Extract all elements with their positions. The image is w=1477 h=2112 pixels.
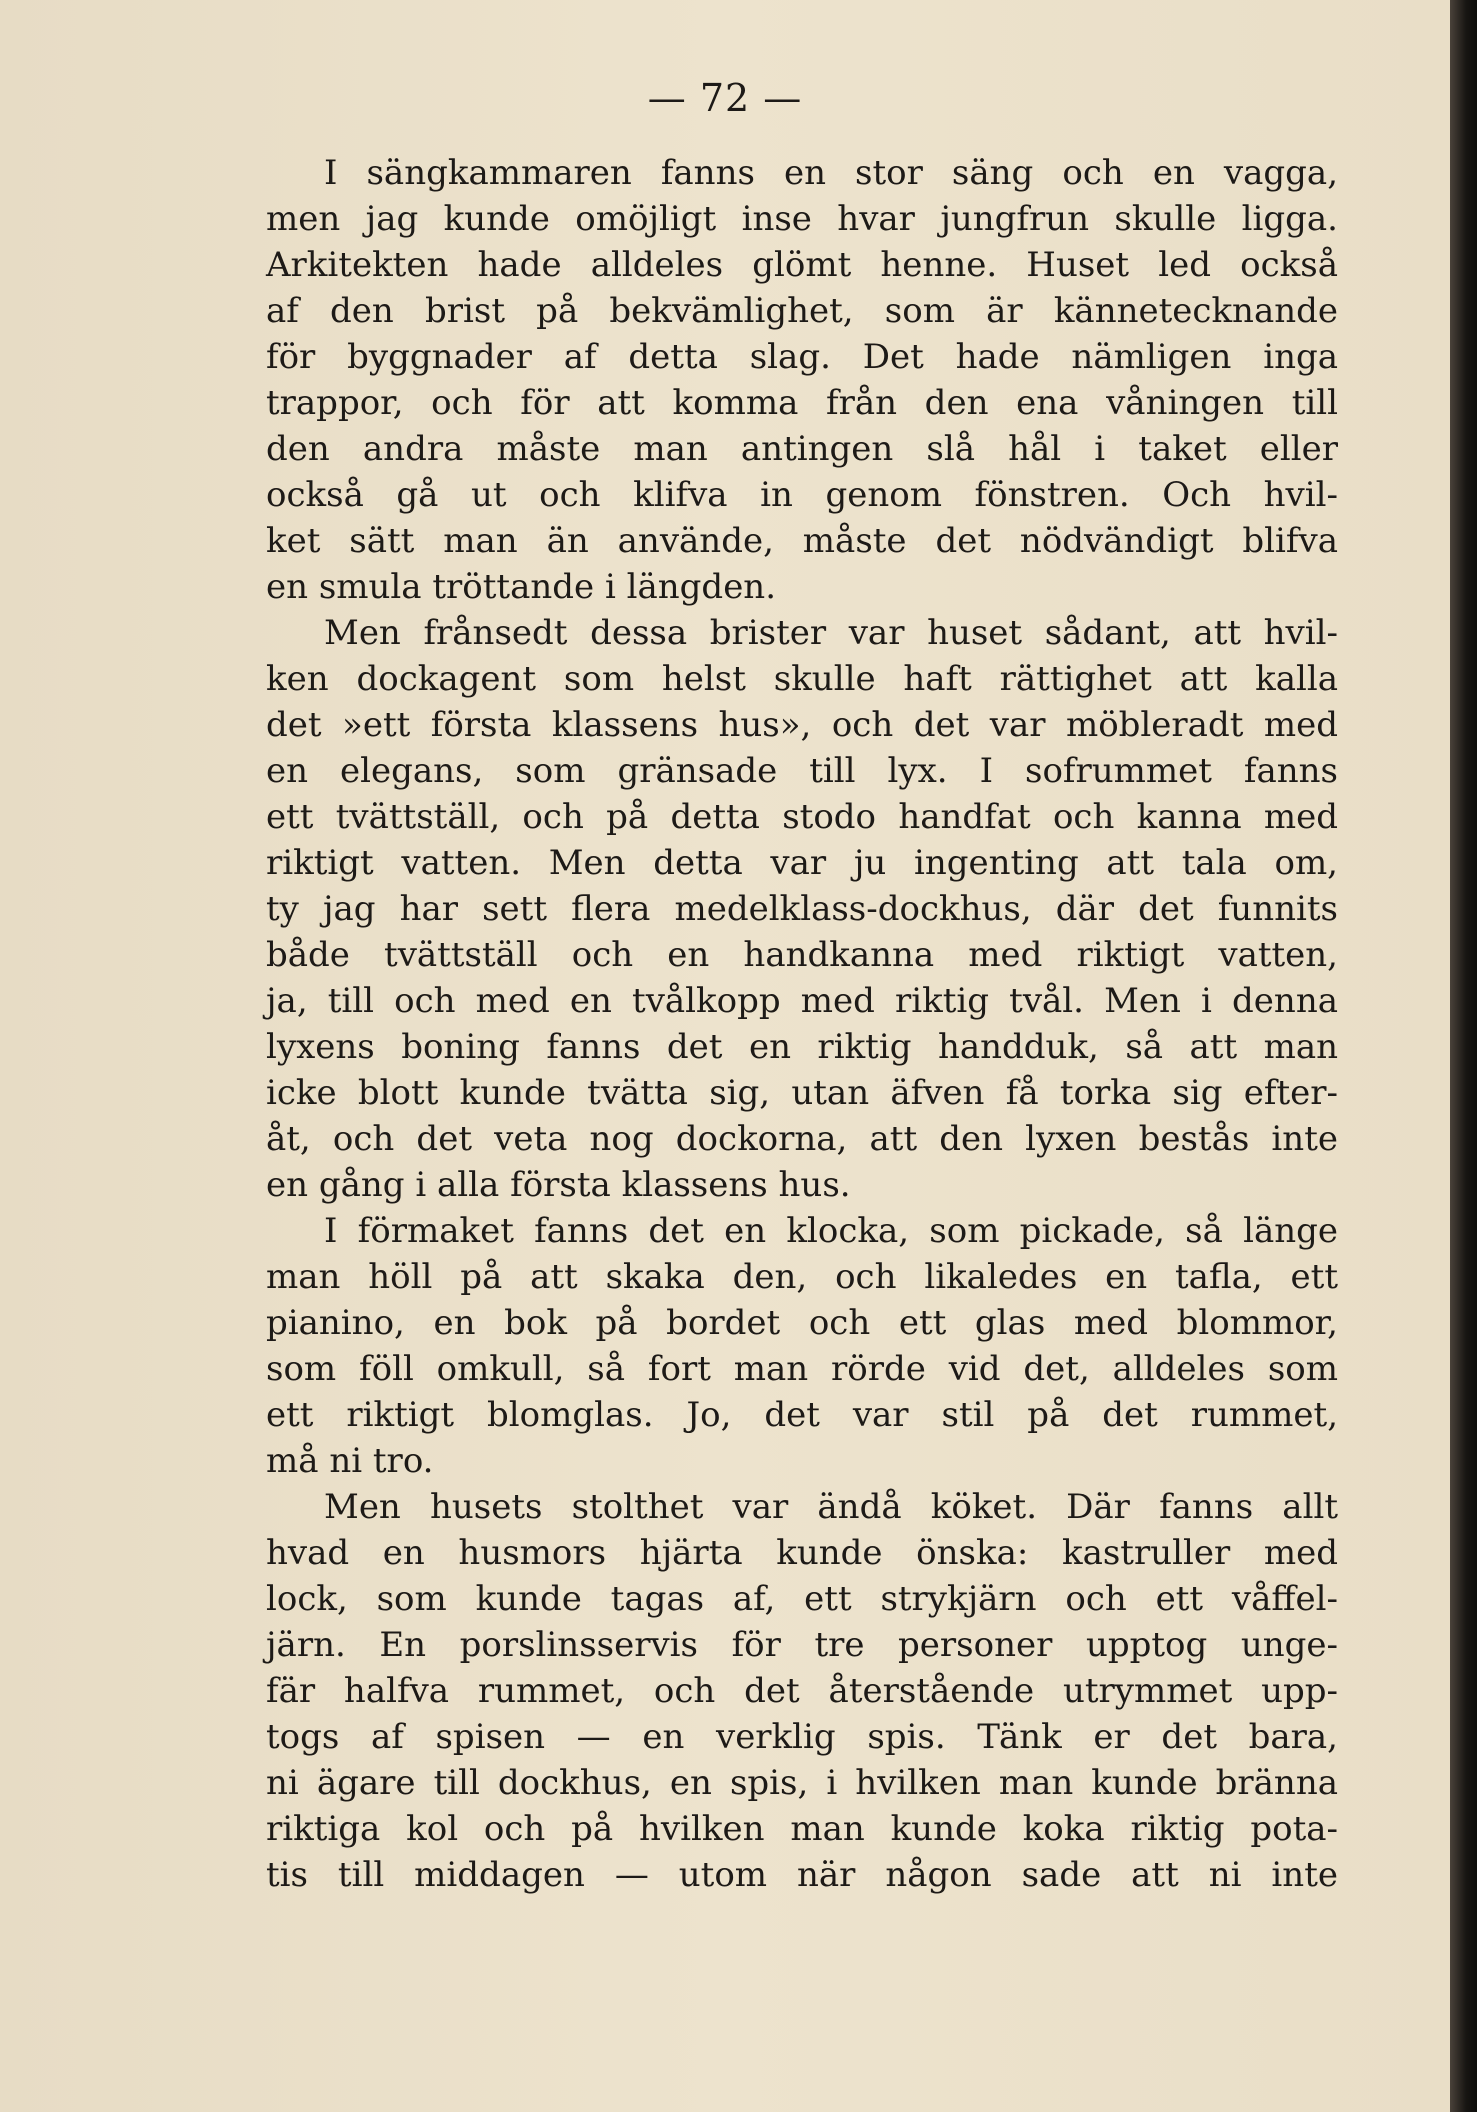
- text-line: också gå ut och klifva in genom fönstren. Och hvil-: [266, 475, 1338, 515]
- text-line: lyxens boning fanns det en riktig handduk, så att man: [266, 1027, 1338, 1067]
- body-text: [266, 150, 1338, 1898]
- text-line: fär halfva rummet, och det återstående utrymmet upp-: [266, 1671, 1338, 1711]
- text-line: af den brist på bekvämlighet, som är kännetecknande: [266, 291, 1338, 331]
- text-line: man höll på att skaka den, och likaledes en tafla, ett: [266, 1257, 1338, 1297]
- text-line: I förmaket fanns det en klocka, som pickade, så länge: [324, 1211, 1338, 1251]
- text-line: pianino, en bok på bordet och ett glas med blommor,: [266, 1303, 1338, 1343]
- text-line: en elegans, som gränsade till lyx. I sofrummet fanns: [266, 751, 1338, 791]
- text-line: men jag kunde omöjligt inse hvar jungfrun skulle ligga.: [266, 199, 1338, 239]
- text-line: både tvättställ och en handkanna med riktigt vatten,: [266, 935, 1338, 975]
- page-edge-shadow: [1450, 0, 1477, 2112]
- text-line: som föll omkull, så fort man rörde vid det, alldeles som: [266, 1349, 1338, 1389]
- text-line: ni ägare till dockhus, en spis, i hvilken man kunde bränna: [266, 1763, 1338, 1803]
- text-line: Men frånsedt dessa brister var huset sådant, att hvil-: [324, 613, 1338, 653]
- text-line: ett tvättställ, och på detta stodo handfat och kanna med: [266, 797, 1338, 837]
- text-line: Men husets stolthet var ändå köket. Där fanns allt: [324, 1487, 1338, 1527]
- text-line: må ni tro.: [266, 1441, 434, 1481]
- text-line: järn. En porslinsservis för tre personer upptog unge-: [266, 1625, 1338, 1665]
- text-line: trappor, och för att komma från den ena våningen till: [266, 383, 1338, 423]
- text-line: en gång i alla första klassens hus.: [266, 1165, 851, 1205]
- text-line: riktiga kol och på hvilken man kunde koka riktig pota-: [266, 1809, 1338, 1849]
- text-line: hvad en husmors hjärta kunde önska: kastruller med: [266, 1533, 1338, 1573]
- text-line: ken dockagent som helst skulle haft rättighet att kalla: [266, 659, 1338, 699]
- text-line: togs af spisen — en verklig spis. Tänk er det bara,: [266, 1717, 1338, 1757]
- text-line: det »ett första klassens hus», och det var möbleradt med: [266, 705, 1338, 745]
- text-line: riktigt vatten. Men detta var ju ingenting att tala om,: [266, 843, 1338, 883]
- text-line: tis till middagen — utom när någon sade att ni inte: [266, 1855, 1338, 1895]
- text-line: den andra måste man antingen slå hål i taket eller: [266, 429, 1338, 469]
- text-line: Arkitekten hade alldeles glömt henne. Huset led också: [266, 245, 1338, 285]
- text-line: en smula tröttande i längden.: [266, 567, 777, 607]
- page-number: — 72 —: [647, 76, 803, 120]
- text-line: åt, och det veta nog dockorna, att den lyxen bestås inte: [266, 1119, 1338, 1159]
- text-line: icke blott kunde tvätta sig, utan äfven få torka sig efter-: [266, 1073, 1338, 1113]
- text-line: ty jag har sett flera medelklass-dockhus, där det funnits: [266, 889, 1338, 929]
- text-line: ket sätt man än använde, måste det nödvändigt blifva: [266, 521, 1338, 561]
- text-line: för byggnader af detta slag. Det hade nämligen inga: [266, 337, 1338, 377]
- text-line: I sängkammaren fanns en stor säng och en vagga,: [324, 153, 1338, 193]
- text-line: ett riktigt blomglas. Jo, det var stil på det rummet,: [266, 1395, 1338, 1435]
- text-line: lock, som kunde tagas af, ett strykjärn och ett våffel-: [266, 1579, 1338, 1619]
- text-line: ja, till och med en tvålkopp med riktig tvål. Men i denna: [266, 981, 1338, 1021]
